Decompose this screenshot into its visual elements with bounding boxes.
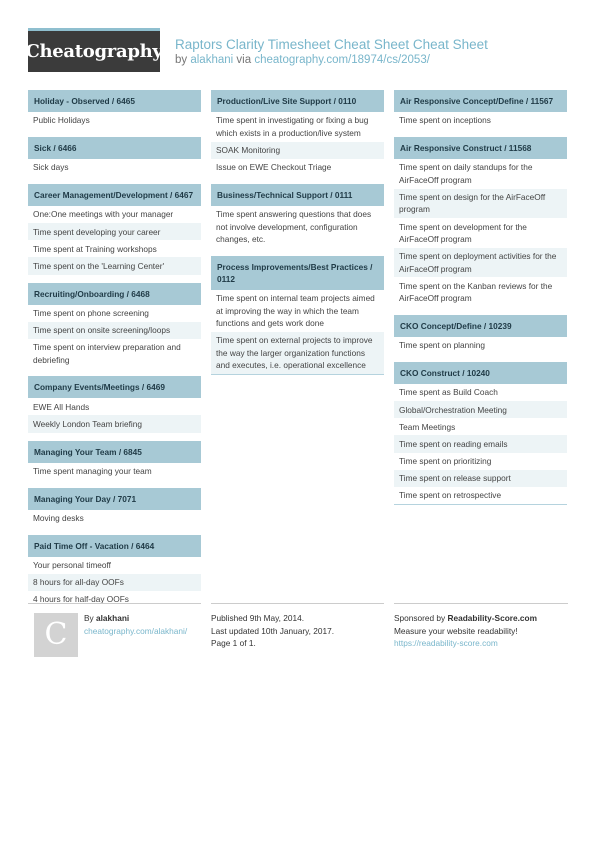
footer-sponsor [394,603,568,650]
section [28,135,201,176]
list-item: 8 hours for all-day OOFs [28,574,201,591]
list-item: Time spent on reading emails [394,435,567,452]
column-2 [211,88,384,381]
section-title: Production/Live Site Support / 0110 [211,88,384,112]
section-title: Business/Technical Support / 0111 [211,182,384,206]
section-title: CKO Concept/Define / 10239 [394,313,567,337]
sheet-url-link[interactable]: cheatography.com/18974/cs/2053/ [254,54,430,66]
sponsor-label: Sponsored by [394,613,446,623]
list-item: Time spent on development for the AirFaceOff program [394,218,567,248]
section [394,313,567,354]
section-title: Paid Time Off - Vacation / 6464 [28,533,201,557]
section [28,533,201,608]
section [394,135,567,307]
by-label: by [175,54,188,66]
section-title: CKO Construct / 10240 [394,360,567,384]
section-title: Sick / 6466 [28,135,201,159]
section-title: Process Improvements/Best Practices / 0112 [211,254,384,290]
list-item: SOAK Monitoring [211,142,384,159]
list-item: Team Meetings [394,418,567,435]
list-item: Time spent on inceptions [394,112,567,129]
section [28,486,201,527]
list-item: Time spent on interview preparation and debriefing [28,339,201,369]
list-item: Time spent answering questions that does not involve development, configuration changes, etc. [211,206,384,248]
section [211,182,384,248]
list-item: Time spent on phone screening [28,305,201,322]
section-title: Managing Your Team / 6845 [28,439,201,463]
list-item: Time spent on deployment activities for the AirFaceOff program [394,248,567,278]
list-item: Global/Orchestration Meeting [394,401,567,418]
section [394,360,567,505]
sheet-byline [175,54,430,66]
section-title: Holiday - Observed / 6465 [28,88,201,112]
list-item: Time spent managing your team [28,463,201,480]
section [28,88,201,129]
column-1 [28,88,201,614]
author-name-link[interactable]: alakhani [96,613,130,623]
footer-author [28,603,201,652]
list-item: Time spent in investigating or fixing a bug which exists in a production/live system [211,112,384,142]
author-link[interactable]: alakhani [190,54,234,66]
column-3 [394,88,567,511]
section [28,374,201,432]
list-item: Time spent developing your career [28,223,201,240]
list-item: Time spent on design for the AirFaceOff program [394,189,567,219]
list-item: 4 hours for half-day OOFs [28,591,201,608]
avatar[interactable]: C [34,613,78,657]
page-number: Page 1 of 1. [211,638,256,648]
by-label: By [84,613,94,623]
list-item: Time spent as Build Coach [394,384,567,401]
author-profile-link[interactable]: cheatography.com/alakhani/ [84,625,188,636]
footer [28,603,568,663]
sponsor-tagline: Measure your website readability! [394,625,518,636]
updated-date: Last updated 10th January, 2017. [211,625,335,636]
list-item: Time spent on planning [394,337,567,354]
section [28,182,201,274]
section-title: Air Responsive Concept/Define / 11567 [394,88,567,112]
list-item: Time spent on the Kanban reviews for the AirFaceOff program [394,277,567,307]
sponsor-link[interactable]: Readability-Score.com [447,613,537,623]
section-title: Managing Your Day / 7071 [28,486,201,510]
list-item: Weekly London Team briefing [28,415,201,432]
section [211,254,384,375]
list-item: Time spent on external projects to improve the way the larger organization functions and executes, i.e. operational excellence [211,332,384,374]
list-item: Your personal timeoff [28,557,201,574]
list-item: Time spent on the 'Learning Center' [28,257,201,274]
list-item: Time spent on prioritizing [394,453,567,470]
list-item: EWE All Hands [28,398,201,415]
cheatography-logo[interactable]: Cheatography [28,28,160,72]
list-item: Public Holidays [28,112,201,129]
list-item: Time spent on onsite screening/loops [28,322,201,339]
list-item: Time spent on retrospective [394,487,567,504]
list-item: Time spent on release support [394,470,567,487]
list-item: Sick days [28,159,201,176]
list-item: Issue on EWE Checkout Triage [211,159,384,176]
list-item: Time spent on daily standups for the AirFaceOff program [394,159,567,189]
list-item: Time spent on internal team projects aimed at improving the way in which the team functions and gets work done [211,290,384,332]
section-title: Air Responsive Construct / 11568 [394,135,567,159]
published-date: Published 9th May, 2014. [211,613,305,623]
section [394,88,567,129]
section [28,281,201,369]
section [28,439,201,480]
section-title: Company Events/Meetings / 6469 [28,374,201,398]
list-item: Moving desks [28,510,201,527]
sheet-title: Raptors Clarity Timesheet Cheat Sheet Cheat Sheet [175,37,488,52]
via-label: via [236,54,252,66]
section-title: Career Management/Development / 6467 [28,182,201,206]
section [211,88,384,176]
section-title: Recruiting/Onboarding / 6468 [28,281,201,305]
sponsor-url-link[interactable]: https://readability-score.com [394,638,498,648]
list-item: Time spent at Training workshops [28,240,201,257]
list-item: One:One meetings with your manager [28,206,201,223]
footer-dates [211,603,384,650]
